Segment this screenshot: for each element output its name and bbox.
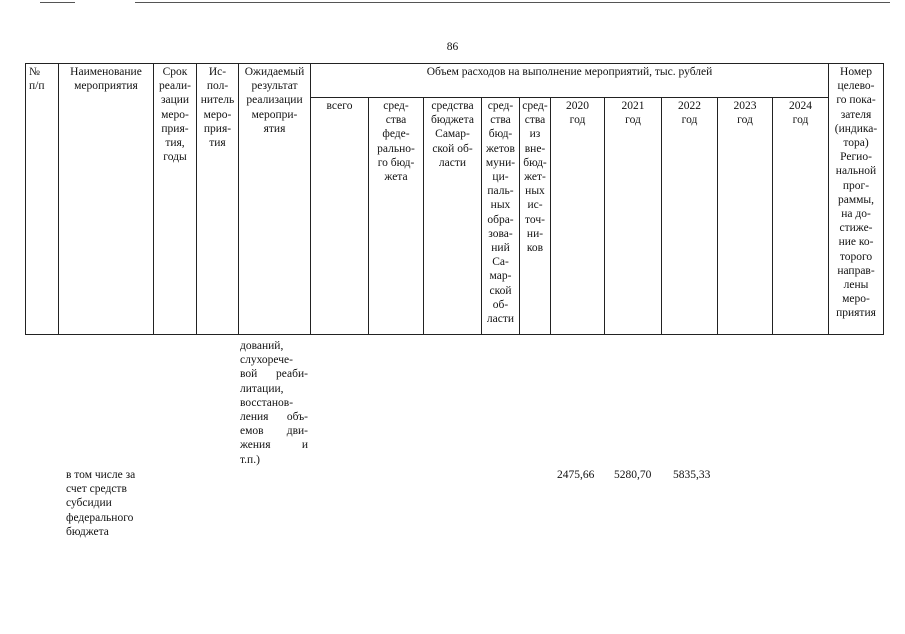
header-term: Срок реали- зации меро- прия- тия, годы	[159, 66, 191, 164]
subsidy-line: субсидии	[66, 497, 112, 510]
top-rule	[135, 2, 890, 3]
result-continuation	[240, 339, 308, 467]
subsidy-line: бюджета	[66, 525, 109, 538]
subheader-regional: средства бюджета Самар- ской об- ласти	[431, 100, 474, 169]
subheader-rule	[310, 97, 828, 98]
header-number: № п/п	[29, 66, 45, 93]
subheader-extrabudget: сред- ства из вне- бюд- жет- ных ис- точ- ни- ков	[522, 100, 548, 255]
result-line: восстанов-	[240, 396, 294, 409]
subsidy-line: счет средств	[66, 483, 127, 496]
subheader-total: всего	[326, 100, 353, 112]
result-line: литации,	[240, 382, 284, 395]
col-line	[58, 63, 59, 335]
subheader-2022: 2022 год	[678, 100, 701, 127]
result-line: вой реаби-	[240, 368, 308, 381]
value-2022: 5835,33	[673, 469, 711, 481]
col-line	[661, 97, 662, 335]
subheader-2021: 2021 год	[621, 100, 645, 127]
col-line	[550, 97, 551, 335]
value-2021: 5280,70	[614, 469, 652, 481]
col-line	[717, 97, 718, 335]
result-line: ления объ-	[240, 411, 308, 423]
result-line: слухорече-	[240, 354, 293, 367]
col-line	[25, 63, 26, 335]
subheader-municipal: сред- ства бюд- жетов муни- ци- паль- ных обра- зова- ний Са- мар- ской об- ласти	[485, 100, 516, 326]
header-result: Ожидаемый результат реализации меропри- ятия	[244, 66, 305, 135]
subheader-federal: сред- ства феде- рально- го бюд- жета	[377, 100, 415, 184]
header-expense-volume: Объем расходов на выполнение мероприятий, тыс. рублей	[426, 66, 713, 78]
subsidy-line: в том числе за	[66, 469, 136, 481]
subsidy-line: федерального	[66, 511, 134, 524]
header-indicator: Номер целево- го пока- зателя (индика- тора) Регио- нальной прог- раммы, на до- стиже- ние ко- торого направ- лены меро- приятия	[834, 66, 878, 320]
subheader-2023: 2023 год	[733, 100, 757, 127]
subsidy-label	[66, 468, 154, 539]
subheader-2024: 2024 год	[789, 100, 812, 127]
col-line	[883, 63, 884, 335]
col-line	[604, 97, 605, 335]
value-2020: 2475,66	[557, 469, 595, 481]
top-rule-left	[40, 2, 75, 3]
result-line: т.п.)	[240, 453, 260, 466]
header-executor: Ис- пол- нитель меро- прия- тия	[200, 66, 235, 150]
col-line	[772, 97, 773, 335]
page-number: 86	[446, 41, 459, 53]
result-line: емов дви-	[240, 425, 308, 438]
header-name: Наименование мероприятия	[70, 66, 142, 93]
subheader-2020: 2020 год	[566, 100, 589, 127]
result-line: дований,	[240, 340, 284, 352]
result-line: жения и	[240, 439, 308, 452]
